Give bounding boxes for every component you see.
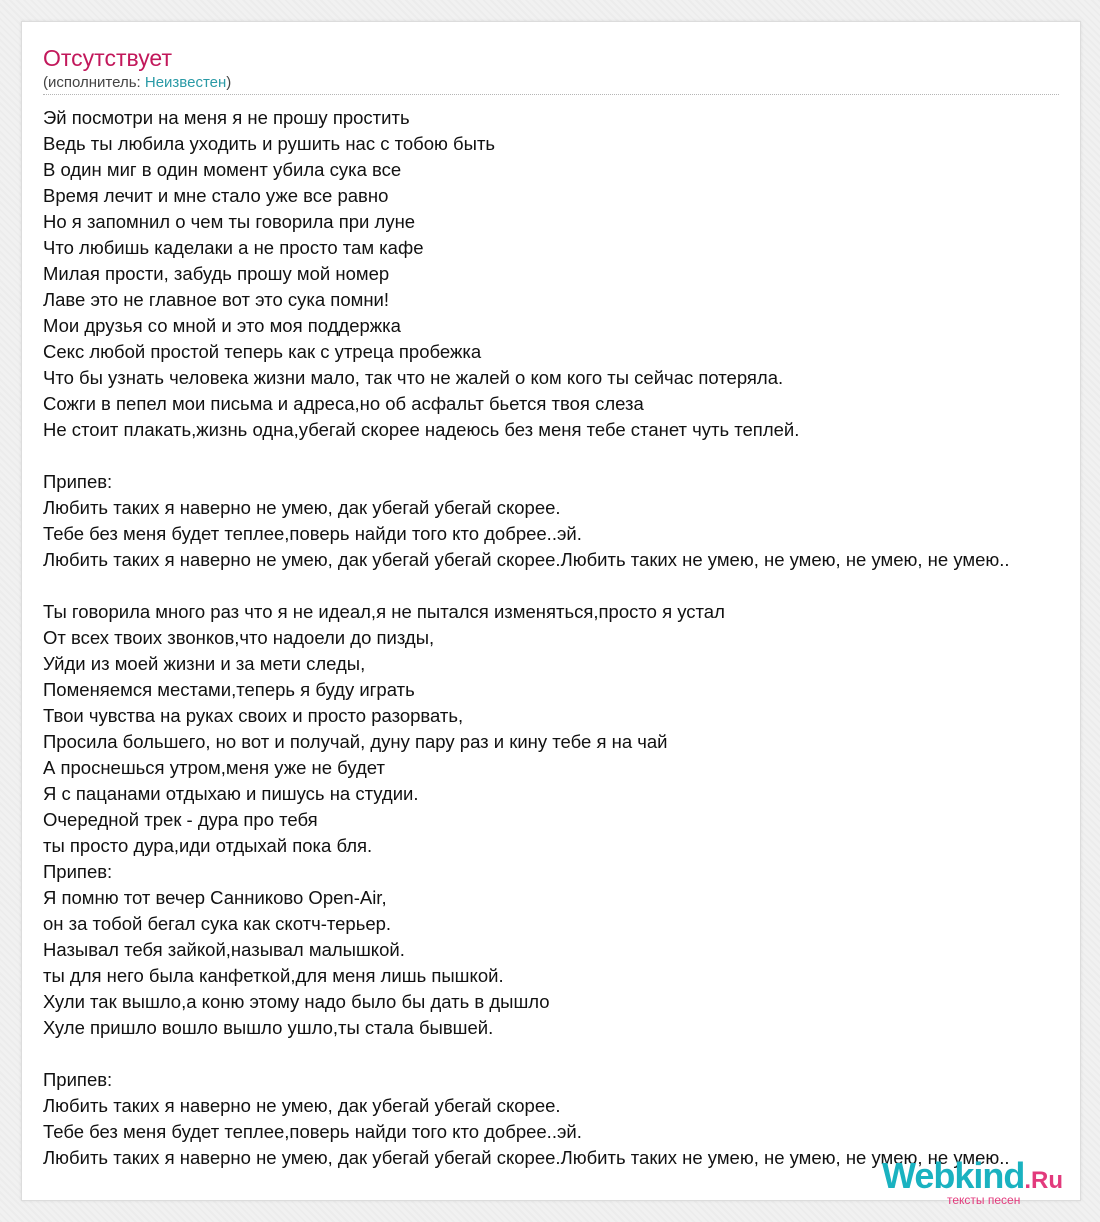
lyric-blank-line [43,573,1081,599]
lyrics-text [43,105,1081,1171]
lyric-line: Лаве это не главное вот это сука помни! [43,289,390,310]
lyric-line: Любить таких я наверно не умею, дак убегай убегай скорее. [43,497,561,518]
lyric-line: Мои друзья со мной и это моя поддержка [43,315,401,336]
lyric-line: Тебе без меня будет теплее,поверь найди того кто добрее..эй. [43,523,582,544]
lyric-line: Хули так вышло,а коню этому надо было бы дать в дышло [43,991,550,1012]
lyric-line: А проснешься утром,меня уже не будет [43,757,385,778]
watermark-tagline: тексты песен [947,1193,1021,1207]
title-divider [43,94,1059,95]
artist-prefix: (исполнитель: [43,74,145,91]
lyric-line: Я с пацанами отдыхаю и пишусь на студии. [43,783,419,804]
lyric-line: Эй посмотри на меня я не прошу простить [43,107,410,128]
lyric-line: Любить таких я наверно не умею, дак убегай убегай скорее.Любить таких не умею, не умею, не умею, не умею.. [43,1147,1010,1168]
artist-line [43,73,231,93]
lyric-line: Очередной трек - дура про тебя [43,809,318,830]
lyric-line: Припев: [43,1069,113,1090]
lyric-line: В один миг в один момент убила сука все [43,159,402,180]
lyric-line: Поменяемся местами,теперь я буду играть [43,679,415,700]
lyric-line: Хуле пришло вошло вышло ушло,ты стала бывшей. [43,1017,494,1038]
artist-link[interactable]: Неизвестен [144,74,227,91]
site-watermark [882,1155,1064,1207]
lyric-line: От всех твоих звонков,что надоели до пизды, [43,627,435,648]
lyric-line: ты для него была канфеткой,для меня лишь пышкой. [43,965,504,986]
lyric-line: Секс любой простой теперь как с утреца пробежка [43,341,482,362]
lyric-line: Ты говорила много раз что я не идеал,я не пытался изменяться,просто я устал [43,601,725,622]
lyric-line: Припев: [43,471,113,492]
lyric-line: Любить таких я наверно не умею, дак убегай убегай скорее.Любить таких не умею, не умею, не умею, не умею.. [43,549,1010,570]
lyric-line: Любить таких я наверно не умею, дак убегай убегай скорее. [43,1095,561,1116]
watermark-tld: .Ru [1024,1167,1064,1194]
lyric-line: Просила большего, но вот и получай, дуну пару раз и кину тебе я на чай [43,731,668,752]
lyric-line: Тебе без меня будет теплее,поверь найди того кто добрее..эй. [43,1121,582,1142]
lyric-line: Твои чувства на руках своих и просто разорвать, [43,705,464,726]
watermark-brand: Webkind [882,1155,1025,1196]
lyric-line: Ведь ты любила уходить и рушить нас с тобою быть [43,133,496,154]
lyric-line: Припев: [43,861,113,882]
lyric-line: Я помню тот вечер Санниково Open-Air, [43,887,387,908]
lyric-line: Уйди из моей жизни и за мети следы, [43,653,366,674]
lyric-line: Называл тебя зайкой,называл малышкой. [43,939,405,960]
lyric-blank-line [43,1041,1081,1067]
lyric-line: он за тобой бегал сука как скотч-терьер. [43,913,392,934]
artist-suffix: ) [226,74,232,91]
lyrics-card [21,21,1081,1201]
lyric-line: Что любишь каделаки а не просто там кафе [43,237,424,258]
song-title: Отсутствует [43,45,172,71]
lyric-blank-line [43,443,1081,469]
lyric-line: Не стоит плакать,жизнь одна,убегай скорее надеюсь без меня тебе станет чуть теплей. [43,419,800,440]
lyric-line: Сожги в пепел мои письма и адреса,но об асфальт бьется твоя слеза [43,393,644,414]
lyric-line: Время лечит и мне стало уже все равно [43,185,389,206]
lyric-line: Что бы узнать человека жизни мало, так что не жалей о ком кого ты сейчас потеряла. [43,367,784,388]
lyric-line: Но я запомнил о чем ты говорила при луне [43,211,416,232]
lyric-line: Милая прости, забудь прошу мой номер [43,263,390,284]
lyric-line: ты просто дура,иди отдыхай пока бля. [43,835,373,856]
